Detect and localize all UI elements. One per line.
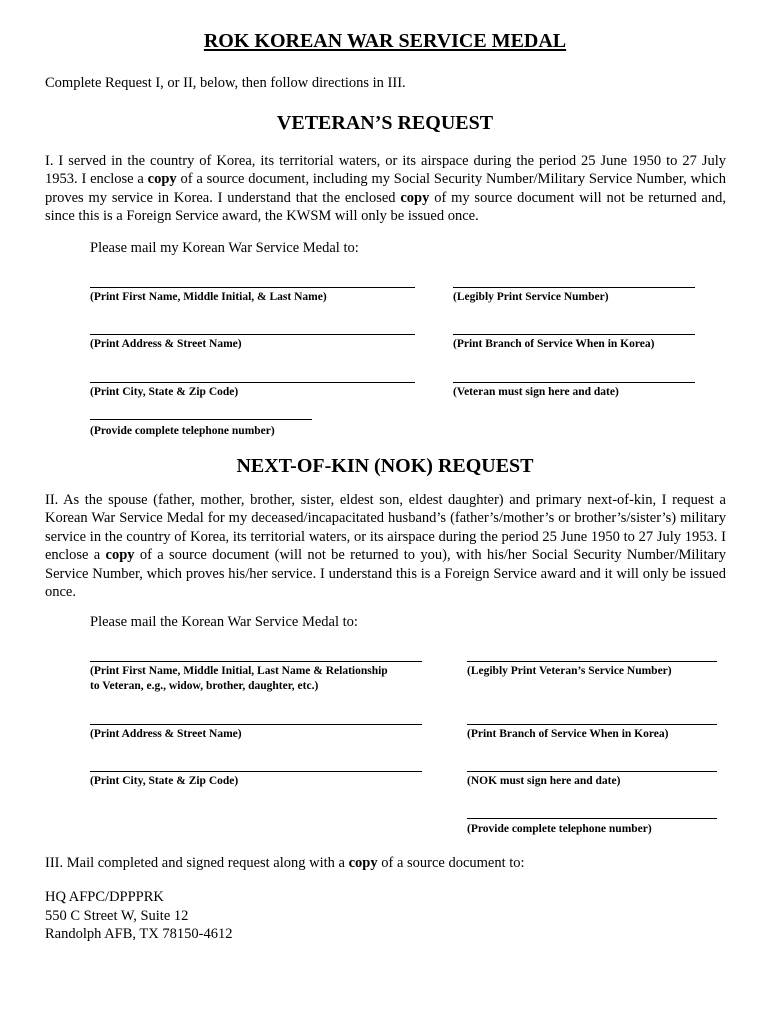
- nok-address-field[interactable]: [90, 724, 422, 725]
- nok-phone-caption: (Provide complete telephone number): [467, 823, 652, 835]
- nok-signature-caption: (NOK must sign here and date): [467, 775, 621, 787]
- copy-emphasis: copy: [105, 547, 135, 564]
- veteran-address-field[interactable]: [90, 334, 415, 335]
- veteran-address-caption: (Print Address & Street Name): [90, 338, 242, 350]
- nok-city-field[interactable]: [90, 771, 422, 772]
- nok-name-field[interactable]: [90, 661, 422, 662]
- veteran-service-number-field[interactable]: [453, 287, 695, 288]
- copy-emphasis: copy: [348, 855, 378, 871]
- veteran-name-caption: (Print First Name, Middle Initial, & Last Name): [90, 291, 327, 303]
- veteran-name-field[interactable]: [90, 287, 415, 288]
- veteran-statement: I. I served in the country of Korea, its territorial waters, or its airspace during the period 25 June 1950 to 27 July 1953. I enclose a copy of a source document, including my Social Security Number/Military Service Number, which proves my service in Korea. I understand that the enclosed copy of my source document will not be returned and, since this is a Foreign Service award, the KWSM will only be issued once.: [45, 153, 726, 225]
- veteran-branch-field[interactable]: [453, 334, 695, 335]
- nok-statement: II. As the spouse (father, mother, brother, sister, eldest son, eldest daughter) and primary next-of-kin, I request a Korean War Service Medal for my deceased/incapacitated husband’s (father’s/mother’s or brother’s/sister’s) military service in the country of Korea, its territorial waters, or its airspace during the period 25 June 1950 to 27 July 1953. I enclose a copy of a source document (will not be returned to you), with his/her Social Security Number/Military Service Number, which proves his/her service. I understand this is a Foreign Service award and it will only be issued once.: [45, 492, 726, 601]
- nok-city-caption: (Print City, State & Zip Code): [90, 775, 239, 787]
- mailing-address-block: [45, 888, 232, 944]
- veteran-signature-field[interactable]: [453, 382, 695, 383]
- nok-service-number-caption: (Legibly Print Veteran’s Service Number): [467, 665, 672, 677]
- veteran-signature-caption: (Veteran must sign here and date): [453, 386, 619, 398]
- veteran-city-field[interactable]: [90, 382, 415, 383]
- nok-branch-field[interactable]: [467, 724, 717, 725]
- veteran-phone-field[interactable]: [90, 419, 312, 420]
- nok-signature-field[interactable]: [467, 771, 717, 772]
- veteran-branch-caption: (Print Branch of Service When in Korea): [453, 338, 655, 350]
- nok-mail-to: Please mail the Korean War Service Medal to:: [90, 614, 358, 630]
- nok-phone-field[interactable]: [467, 818, 717, 819]
- form-title: ROK KOREAN WAR SERVICE MEDAL: [203, 30, 567, 52]
- nok-branch-caption: (Print Branch of Service When in Korea): [467, 728, 669, 740]
- nok-request-heading: NEXT-OF-KIN (NOK) REQUEST: [236, 455, 534, 477]
- nok-name-caption: (Print First Name, Middle Initial, Last Name & Relationship to Veteran, e.g., widow, brother, daughter, etc.): [90, 665, 388, 692]
- copy-emphasis: copy: [400, 189, 430, 206]
- veteran-service-number-caption: (Legibly Print Service Number): [453, 291, 609, 303]
- mailing-address-line: 550 C Street W, Suite 12: [45, 907, 189, 924]
- mailing-instructions: III. Mail completed and signed request along with a copy of a source document to:: [45, 855, 525, 871]
- nok-service-number-field[interactable]: [467, 661, 717, 662]
- intro-text: Complete Request I, or II, below, then follow directions in III.: [45, 75, 406, 91]
- copy-emphasis: copy: [147, 171, 177, 188]
- veteran-phone-caption: (Provide complete telephone number): [90, 425, 275, 437]
- mailing-address-line: Randolph AFB, TX 78150-4612: [45, 926, 233, 942]
- veteran-request-heading: VETERAN’S REQUEST: [276, 112, 494, 134]
- mailing-address-line: HQ AFPC/DPPPRK: [45, 889, 164, 905]
- veteran-city-caption: (Print City, State & Zip Code): [90, 386, 239, 398]
- veteran-mail-to: Please mail my Korean War Service Medal to:: [90, 240, 359, 256]
- nok-address-caption: (Print Address & Street Name): [90, 728, 242, 740]
